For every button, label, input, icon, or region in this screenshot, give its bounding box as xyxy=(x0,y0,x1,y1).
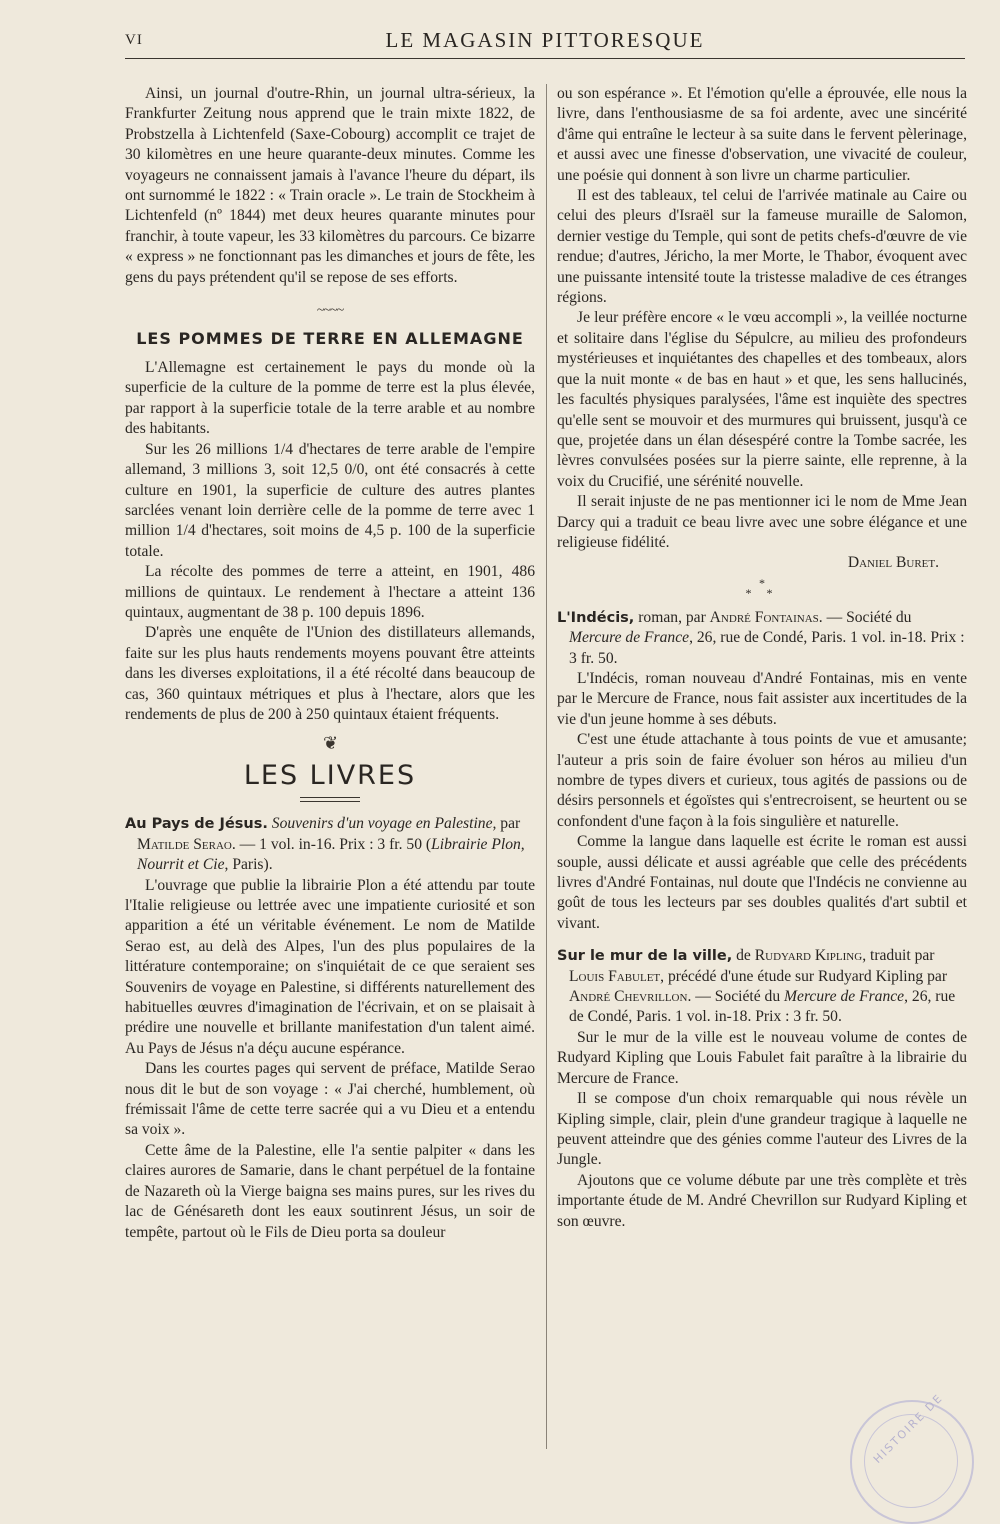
paragraph-potatoes-2: Sur les 26 millions 1/4 d'hectares de terre arable de l'empire allemand, 3 millions 3, soit 12,5 0/0, ont été consacrés à cette culture en 1901, la superficie de culture des autres plantes sarclées venant loin derrière celle de la pomme de terre avec 1 million 1/4 d'hectares, soit moins de 4,5 p. 100 de la superficie totale. xyxy=(125,440,535,560)
paragraph-kipling-3: Ajoutons que ce volume débute par une très complète et très importante étude de M. André Chevrillon sur Rudyard Kipling et son œuvre. xyxy=(557,1171,967,1230)
book-author: André Fontainas xyxy=(709,608,819,626)
spacer xyxy=(557,934,967,946)
book-title: L'Indécis, xyxy=(557,609,635,626)
book-text: , 26, rue de Condé, Paris. 1 vol. in-18. Prix : 3 fr. 50. xyxy=(569,629,965,667)
heading-underline xyxy=(300,797,360,802)
column-divider xyxy=(546,84,547,1449)
book-title: Sur le mur de la ville, xyxy=(557,948,733,965)
book-text: roman, par xyxy=(634,608,710,626)
paragraph-potatoes-3: La récolte des pommes de terre a atteint, en 1901, 486 millions de quintaux. Le rendement à l'hectare a atteint 136 quintaux, augmentant de 38 p. 100 depuis 1896. xyxy=(125,563,535,621)
paragraph-potatoes-4: D'après une enquête de l'Union des distillateurs allemands, faite sur les plus hauts rendements moyens pouvant être atteints dans les diverses exploitations, il a été récolté dans beaucoup de cas, 360 quintaux métriques et plus à l'hectare, alors que les rendements de plus de 200 à 250 quintaux étaient fréquents. xyxy=(125,624,535,723)
book-entry-indecis xyxy=(557,608,967,669)
left-column xyxy=(125,84,535,1243)
page-header xyxy=(125,28,965,58)
right-column xyxy=(557,84,967,1232)
header-rule xyxy=(125,58,965,59)
book-text: , 26, rue de Condé, Paris. 1 vol. in-18. Prix : 3 fr. 50. xyxy=(569,988,956,1026)
book-text: . — Société du xyxy=(818,608,912,626)
book-text: , précédé d'une étude sur Rudyard Kipling par xyxy=(660,967,948,985)
paragraph-review-3: Cette âme de la Palestine, elle l'a sentie palpiter « dans les claires aurores de Samarie, dans le chant perpétuel de la fontaine de Nazareth où la Vierge baigna ses mains pures, sur les rives du lac de Génésareth dont les eaux soutinrent Jésus, un soir de tempête, partout où le Fils de Dieu porta sa douleur xyxy=(125,1141,535,1241)
paragraph-review-6: Je leur préfère encore « le vœu accompli », la veillée nocturne et solitaire dans l'église du Sépulcre, au milieu des profondeurs mystérieuses et inquiétantes des chapelles et des tombeaux, alors que la nuit monte « de bas en haut » et que, les sens hallucinés, les facultés physiques paralysées, l'âme est inquiète des spectres qu'elle sent se mouvoir et des murmures qui bruissent, jusqu'à ce que, projetée dans un élan désespéré contre la Tombe sacrée, les lèvres convulsées posées sur la pierre sainte, elle reprenne, à la voix du Crucifié, une sérénité nouvelle. xyxy=(557,309,967,490)
asterism-top: * xyxy=(759,575,765,590)
book-essayist: André Chevrillon xyxy=(569,988,688,1006)
paragraph-review-1: L'ouvrage que publie la librairie Plon a été attendu par toute l'Italie religieuse ou lettrée avec une impatiente curiosité et son apparition a été un véritable événement. Le nom de Matilde Serao est, au delà des Alpes, l'un des plus populaires de la littérature contemporaine; on s'inquiétait de ce que seraient ses Souvenirs de voyage en Palestine, si différents naturellement des habituelles œuvres d'imagination de l'écrivain, et on se plaisait à prédire une nouvelle et brillante manifestation d'un talent aimé. Au Pays de Jésus n'a déçu aucune espérance. xyxy=(125,876,535,1057)
library-stamp xyxy=(850,1391,974,1524)
asterism xyxy=(557,574,967,608)
book-entry-au-pays-de-jesus xyxy=(125,814,535,875)
signature: Daniel Buret. xyxy=(847,554,939,572)
page-number: VI xyxy=(125,32,143,48)
asterism-bottom: * * xyxy=(745,585,779,600)
paragraph-indecis-2: C'est une étude attachante à tous points de vue et amusante; l'auteur a pris soin de faire évoluer son héros au milieu d'un nombre de types divers et curieux, tous agités de passions ou de désirs personnels et égoïstes qui s'entrecroisent, se heurtent ou se confondent d'une façon à la fois singulière et naturelle. xyxy=(557,731,967,830)
book-title: Au Pays de Jésus. xyxy=(125,816,268,833)
book-publisher: Librairie Plon, Nourrit et Cie xyxy=(137,835,525,874)
ornament-flower: ❦ xyxy=(322,733,338,754)
book-subtitle: Souvenirs d'un voyage en Palestine, xyxy=(267,815,497,833)
stamp-text: HISTOIRE DE xyxy=(870,1391,946,1466)
paragraph-train: Ainsi, un journal d'outre-Rhin, un journal ultra-sérieux, la Frankfurter Zeitung nous apprend que le train mixte 1822, de Probstzella à Lichtenfeld (Saxe-Cobourg) accomplit ce trajet de 30 kilomètres en une heure quarante-deux minutes. Comme les voyageurs ne connaissent jamais à l'avance l'heure du départ, ils ont surnommé le 1822 : « Train oracle ». Le train de Stockheim à Lichtenfeld (nº 1844) met deux heures quarante minutes pour franchir, à toute vapeur, les 33 kilomètres du parcours. Ce bizarre « express » ne fonctionnant pas les dimanches et jours de fête, les gens du pays prétendent qu'il se repose de ses efforts. xyxy=(125,85,535,286)
book-text: de xyxy=(732,947,755,965)
running-title: LE MAGASIN PITTORESQUE xyxy=(385,28,705,52)
book-end: , Paris). xyxy=(224,856,273,874)
paragraph-review-5: Il est des tableaux, tel celui de l'arrivée matinale au Caire ou celui des pleurs d'Israël sur la fameuse muraille de Salomon, dernier vestige du Temple, qui sont de petits chefs-d'œuvre de vie rendue; d'autres, Jéricho, la mer Morte, le Thabor, évoquent avec une puissante intensité toute la tristesse maladive de ces étranges régions. xyxy=(557,187,967,307)
paragraph-review-2: Dans les courtes pages qui servent de préface, Matilde Serao nous dit le but de son voyage : « J'ai cherché, humblement, où frémissait l'âme de cette terre sacrée qui a vu Dieu et a entendu sa voix ». xyxy=(125,1060,535,1139)
book-author: Matilde Serao xyxy=(137,835,232,853)
paragraph-indecis-1: L'Indécis, roman nouveau d'André Fontainas, mis en vente par le Mercure de France, nous fait assister aux incertitudes de la vie d'un jeune homme à ses débuts. xyxy=(557,669,967,728)
paragraph-kipling-2: Il se compose d'un choix remarquable qui nous révèle un Kipling simple, clair, plein d'une grandeur tragique à laquelle ne peuvent atteindre que des génies comme l'auteur des Livres de la Jungle. xyxy=(557,1090,967,1169)
book-publisher: Mercure de France xyxy=(569,629,690,647)
heading-books: LES LIVRES xyxy=(243,760,417,792)
paragraph-potatoes-1: L'Allemagne est certainement le pays du monde où la superficie de la culture de la pomme de terre est la plus élevée, par rapport à la superficie totale de la terre arable et au nombre des habitants. xyxy=(125,359,535,438)
book-text: . — Société du xyxy=(687,988,785,1006)
book-publisher: Mercure de France xyxy=(784,988,905,1006)
paragraph-review-4: ou son espérance ». Et l'émotion qu'elle a éprouvée, elle nous la livre, dans l'enthousiasme de sa foi ardente, avec une sincérité d'âme qui entraîne le lecteur à sa suite dans le fervent pèlerinage, et aussi avec une finesse d'observation, une vivacité de couleur, une poésie qui donnent à son livre un charme particulier. xyxy=(557,85,967,184)
heading-potatoes: LES POMMES DE TERRE EN ALLEMAGNE xyxy=(136,329,524,349)
book-entry-sur-le-mur xyxy=(557,946,967,1028)
book-text: , traduit par xyxy=(862,947,935,965)
ornament-wave: ~~~~ xyxy=(316,303,344,319)
paragraph-kipling-1: Sur le mur de la ville est le nouveau volume de contes de Rudyard Kipling que Louis Fabulet fait paraître à la librairie du Mercure de France. xyxy=(557,1028,967,1087)
book-author: Rudyard Kipling xyxy=(754,947,863,965)
paragraph-indecis-3: Comme la langue dans laquelle est écrite le roman est aussi souple, aussi délicate et aussi agréable que celle des précédents livres d'André Fontainas, nul doute que l'Indécis ne convienne au goût de tous les lecteurs par ses doubles qualités d'art subtil et vivant. xyxy=(557,833,967,932)
book-by: par xyxy=(496,815,521,833)
book-details: . — 1 vol. in-16. Prix : 3 fr. 50 ( xyxy=(231,835,432,853)
paragraph-review-7: Il serait injuste de ne pas mentionner ici le nom de Mme Jean Darcy qui a traduit ce beau livre avec une sobre élégance et une religieuse fidélité. xyxy=(557,493,967,551)
book-translator: Louis Fabulet xyxy=(569,967,661,985)
